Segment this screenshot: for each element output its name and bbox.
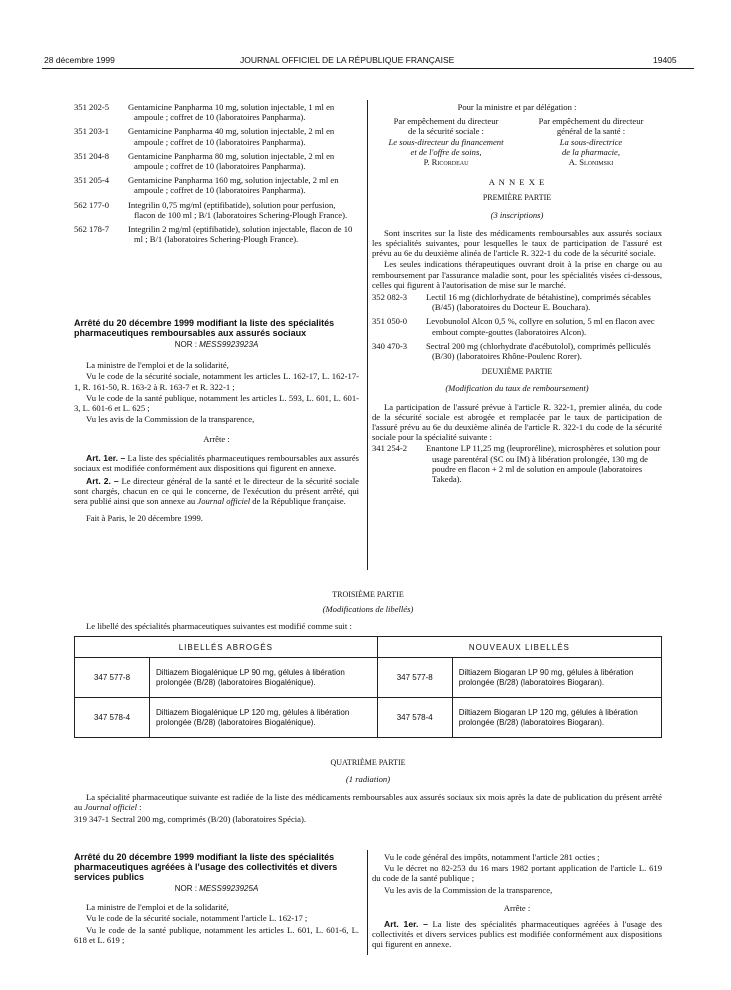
- header-page-number: 19405: [653, 55, 677, 65]
- cell-new-text: Diltiazem Biogaran LP 120 mg, gélules à libération prolongée (B/28) (laboratoires Biogaran).: [452, 698, 661, 738]
- partie-2-heading: DEUXIÈME PARTIE: [481, 367, 553, 377]
- table-row: [75, 658, 662, 698]
- arrete-1-vu-2: Vu le code de la santé publique, notamment les articles L. 593, L. 601, L. 601-3, L. 601-6 et L. 625 ;: [74, 392, 359, 414]
- modif-taux-label: (Modification du taux de remboursement): [445, 383, 589, 394]
- inscriptions-label: (3 inscriptions): [490, 209, 544, 220]
- list-item: [74, 175, 359, 195]
- cell-old-text: Diltiazem Biogalénique LP 90 mg, gélules à libération prolongée (B/28) (laboratoires Biogalénique).: [150, 658, 378, 698]
- list-item: [74, 126, 359, 146]
- radiation-label: (1 radiation): [345, 774, 391, 784]
- list-item: [372, 292, 662, 312]
- header-rule: [42, 68, 694, 69]
- left-column-top: [74, 102, 359, 248]
- list-item: [372, 341, 662, 361]
- cell-new-code: 347 578-4: [377, 698, 452, 738]
- libelles-table: [74, 636, 662, 738]
- cell-old-code: 347 578-4: [75, 698, 150, 738]
- arrete-2-vu-4: Vu le décret no 82-253 du 16 mars 1982 portant application de l'article L. 619 du code de la santé publique ;: [372, 863, 662, 884]
- column-divider-bottom: [367, 850, 368, 955]
- partie-3-intro: Le libellé des spécialités pharmaceutiques suivantes est modifié comme suit :: [86, 621, 352, 631]
- entry-text: Gentamicine Panpharma 10 mg, solution injectable, 1 ml en ampoule ; coffret de 10 (laboratoires Panpharma).: [128, 102, 335, 123]
- arrete-1-minister: La ministre de l'emploi et de la solidarité,: [86, 360, 229, 371]
- list-item: [372, 443, 662, 484]
- signatures: [372, 116, 662, 167]
- cell-new-text: Diltiazem Biogaran LP 90 mg, gélules à libération prolongée (B/28) (laboratoires Biogaran).: [452, 658, 661, 698]
- partie-1-heading: PREMIÈRE PARTIE: [482, 193, 552, 203]
- partie-4-heading: QUATRIÈME PARTIE: [330, 758, 406, 767]
- header-journal-title: JOURNAL OFFICIEL DE LA RÉPUBLIQUE FRANÇAISE: [240, 55, 455, 65]
- arrete-2: [74, 852, 359, 946]
- entry-code: 341 254-2: [372, 443, 408, 454]
- entry-text: Gentamicine Panpharma 80 mg, solution injectable, 2 ml en ampoule ; coffret de 10 (laboratoires Panpharma).: [128, 150, 335, 172]
- arrete-1-article-1: Art. 1er. – La liste des spécialités pharmaceutiques remboursables aux assurés sociaux est modifiée conformément aux dispositions qui figurent en annexe.: [74, 452, 360, 473]
- arrete-2-article-1: Art. 1er. – La liste des spécialités pharmaceutiques agréées à l'usage des collectivités et divers services publics est modifiée conformément aux dispositions qui figurent en annexe.: [372, 919, 663, 950]
- radiation-entry: 319 347-1 Sectral 200 mg, comprimés (B/20) (laboratoires Spécia).: [74, 814, 306, 825]
- entry-code: 562 178-7: [74, 224, 110, 235]
- partie-3-heading: TROISIÈME PARTIE: [332, 590, 404, 599]
- entry-code: 351 204-8: [74, 150, 110, 161]
- partie-1-para-2: Les seules indications thérapeutiques ouvrant droit à la prise en charge ou au remboursement par l'assurance maladie sont, pour les spécialités visées ci-dessous, celles qui figurent à l'autorisation de mise sur le marché.: [372, 259, 662, 290]
- list-item: [74, 224, 359, 244]
- arrete-1-vu-3: Vu les avis de la Commission de la transparence,: [86, 414, 255, 425]
- column-header: LIBELLÉS ABROGÉS: [75, 637, 378, 658]
- partie-4-para: La spécialité pharmaceutique suivante est radiée de la liste des médicaments remboursables aux assurés sociaux six mois après la date de publication du présent arrêté au Journal officiel :: [74, 792, 662, 813]
- arrete-1-arrete: Arrête :: [203, 434, 230, 445]
- arrete-1-article-2: Art. 2. – Le directeur général de la santé et le directeur de la sécurité sociale sont chargés, chacun en ce qui le concerne, de l'exécution du présent arrêté, qui sera publié ainsi que son annexe au Journal officiel de la République française.: [74, 476, 359, 507]
- signature-left: Par empêchement du directeur de la sécurité sociale : Le sous-directeur du financement et de l'offre de soins, P. Ricordeau: [388, 116, 504, 168]
- arrete-2-minister: La ministre de l'emploi et de la solidarité,: [86, 902, 229, 913]
- entry-code: 562 177-0: [74, 199, 110, 210]
- entry-code: 351 050-0: [372, 316, 408, 327]
- arrete-2-title: Arrêté du 20 décembre 1999 modifiant la liste des spécialités pharmaceutiques agréées à l'usage des collectivités et divers services publics: [74, 852, 338, 882]
- entry-text: Levobunolol Alcon 0,5 %, collyre en solution, 5 ml en flacon avec embout compte-gouttes (laboratoires Alcon).: [426, 316, 655, 337]
- list-item: [372, 316, 662, 336]
- signature-right: Par empêchement du directeur général de la santé : La sous-directrice de la pharmacie, A. Slonimski: [538, 116, 644, 168]
- entry-text: Lectil 16 mg (dichlorhydrate de bétahistine), comprimés sécables (B/45) (laboratoires du Docteur E. Bouchara).: [426, 292, 651, 313]
- table-header-row: [75, 637, 662, 658]
- partie-4-body: [74, 792, 662, 825]
- list-item: [74, 151, 359, 171]
- arrete-2-continued: [372, 852, 662, 951]
- entry-text: Enantone LP 11,25 mg (leuproréline), microsphères et solution pour usage parentéral (SC ou IM) à libération prolongée, 130 mg de poudre en flacon + 2 ml de solution en ampoule (laboratoires Takeda).: [426, 443, 661, 485]
- arrete-2-arrete: Arrête :: [503, 902, 531, 913]
- signature-intro: Pour la ministre et par délégation :: [457, 102, 577, 112]
- list-item: [74, 200, 359, 220]
- entry-code: 351 203-1: [74, 126, 110, 137]
- arrete-1: [74, 318, 359, 524]
- entry-code: 351 205-4: [74, 175, 110, 186]
- arrete-2-vu-5: Vu les avis de la Commission de la transparence,: [384, 884, 553, 895]
- entry-text: Integrilin 0,75 mg/ml (eptifibatide), solution pour perfusion, flacon de 100 ml ; B/1 (laboratoires Schering-Plough France).: [128, 199, 348, 220]
- entry-code: 340 470-3: [372, 340, 408, 351]
- modif-libelles-label: (Modifications de libellés): [322, 604, 414, 614]
- entry-text: Sectral 200 mg (chlorhydrate d'acébutolol), comprimés pelliculés (B/30) (laboratoires Rhône-Poulenc Rorer).: [426, 340, 651, 362]
- cell-old-code: 347 577-8: [75, 658, 150, 698]
- column-divider-top: [367, 100, 368, 570]
- list-item: [74, 102, 359, 122]
- arrete-2-vu-2: Vu le code de la santé publique, notamment les articles L. 601, L. 601-6, L. 618 et L. 619 ;: [74, 924, 359, 945]
- table-row: [75, 698, 662, 738]
- arrete-2-vu-1: Vu le code de la sécurité sociale, notamment l'article L. 162-17 ;: [86, 913, 308, 924]
- entry-text: Gentamicine Panpharma 40 mg, solution injectable, 2 ml en ampoule ; coffret de 10 (laboratoires Panpharma).: [128, 126, 335, 147]
- cell-old-text: Diltiazem Biogalénique LP 120 mg, gélules à libération prolongée (B/28) (laboratoires Biogalénique).: [150, 698, 378, 738]
- arrete-1-nor: NOR : MESS9923923A: [174, 340, 259, 349]
- right-column-top: [372, 102, 662, 488]
- arrete-2-nor: NOR : MESS9923925A: [174, 884, 259, 893]
- entry-code: 351 202-5: [74, 102, 110, 112]
- partie-1-para-1: Sont inscrites sur la liste des médicaments remboursables aux assurés sociaux les spécialités suivantes, pour lesquelles le taux de participation de l'assuré est prévu au 6e du deuxième alinéa de l'article R. 322-1 du code de la sécurité sociale.: [372, 227, 662, 259]
- cell-new-code: 347 577-8: [377, 658, 452, 698]
- column-header: NOUVEAUX LIBELLÉS: [377, 637, 661, 658]
- header-date: 28 décembre 1999: [44, 55, 115, 65]
- entry-code: 352 082-3: [372, 292, 408, 303]
- entry-text: Integrilin 2 mg/ml (eptifibatide), solution injectable, flacon de 10 ml ; B/1 (laboratoires Schering-Plough France).: [128, 224, 353, 245]
- partie-2-para: La participation de l'assuré prévue à l'article R. 322-1, premier alinéa, du code de la sécurité sociale est abrogée et remplacée par le taux de participation de l'assuré prévu au 6e du deuxième alinéa de l'article R. 322-1 du code de la sécurité sociale pour la spécialité suivante :: [372, 401, 662, 443]
- arrete-1-fait: Fait à Paris, le 20 décembre 1999.: [86, 512, 203, 523]
- arrete-2-vu-3: Vu le code général des impôts, notamment l'article 281 octies ;: [384, 852, 600, 862]
- annexe-heading: A N N E X E: [488, 177, 546, 188]
- entry-text: Gentamicine Panpharma 160 mg, solution injectable, 2 ml en ampoule ; coffret de 10 (laboratoires Panpharma).: [128, 175, 339, 196]
- arrete-1-title: Arrêté du 20 décembre 1999 modifiant la liste des spécialités pharmaceutiques remboursables aux assurés sociaux: [74, 318, 335, 338]
- arrete-1-vu-1: Vu le code de la sécurité sociale, notamment les articles L. 162-17, L. 162-17-1, R. 161-50, R. 163-2 à R. 163-7 et R. 322-1 ;: [74, 371, 359, 392]
